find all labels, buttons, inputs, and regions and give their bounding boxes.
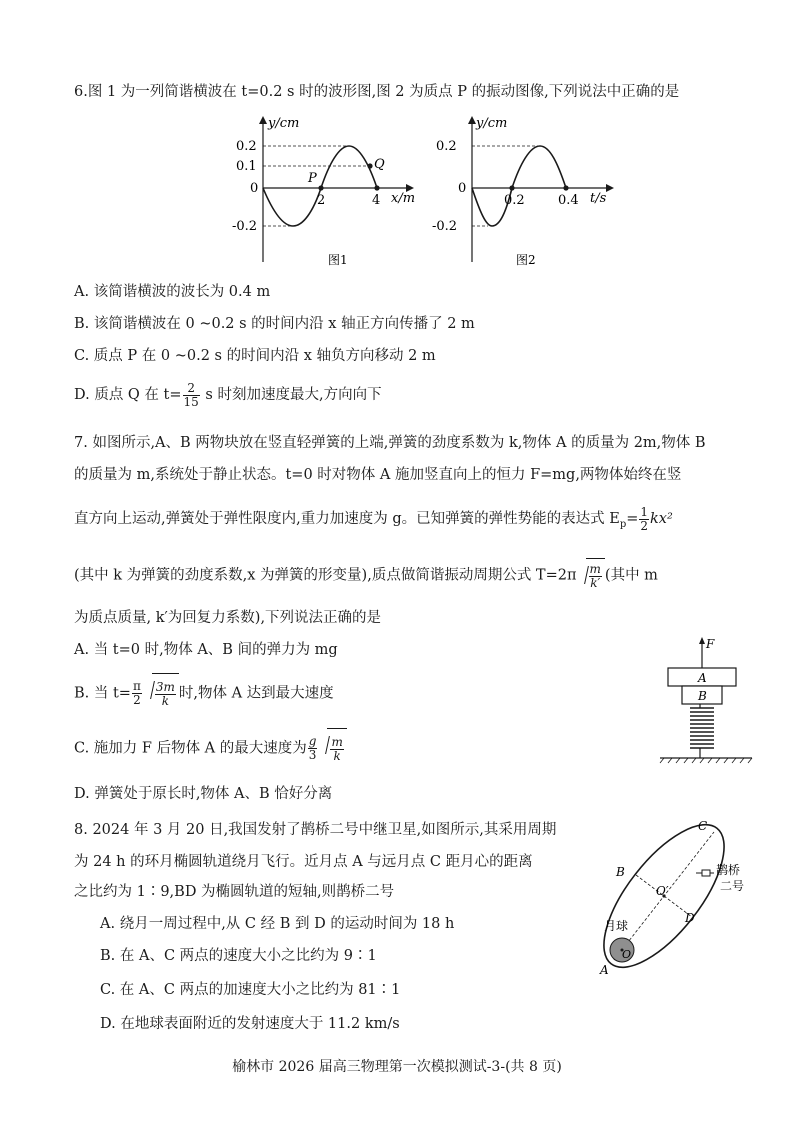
svg-text:0.2: 0.2 bbox=[236, 139, 257, 154]
q7-line-3: 直方向上运动,弹簧处于弹性限度内,重力加速度为 g。已知弹簧的弹性势能的表达式 $E_p=$ $\frac{1}{2}$ kx² bbox=[74, 504, 673, 533]
q8-line-3: 之比约为 1∶9,BD 为椭圆轨道的短轴,则鹊桥二号 bbox=[74, 884, 395, 900]
svg-text:2: 2 bbox=[317, 193, 326, 208]
point-p-dot bbox=[318, 185, 323, 190]
svg-text:4: 4 bbox=[372, 193, 381, 208]
vibration-curve bbox=[472, 146, 566, 226]
q8-option-a[interactable]: A. 绕月一周过程中,从 C 经 B 到 D 的运动时间为 18 h bbox=[100, 916, 455, 932]
q6-option-a[interactable]: A. 该简谐横波的波长为 0.4 m bbox=[74, 284, 271, 300]
svg-text:A: A bbox=[600, 963, 609, 977]
svg-text:O′: O′ bbox=[656, 884, 669, 898]
page-footer: 榆林市 2026 届高三物理第一次模拟测试-3-(共 8 页) bbox=[232, 1059, 562, 1075]
q6-figure-1 bbox=[232, 112, 426, 272]
q7-spring-figure bbox=[656, 634, 756, 764]
q6-option-d[interactable]: D. 质点 Q 在 t= $\frac{2}{15}$ s 时刻加速度最大,方向向下 bbox=[74, 380, 382, 409]
fig2-xlabel: t/s bbox=[590, 191, 607, 206]
svg-text:B: B bbox=[698, 689, 707, 703]
point-q-dot bbox=[367, 163, 372, 168]
svg-text:0: 0 bbox=[458, 181, 467, 196]
svg-text:B: B bbox=[616, 865, 625, 879]
q7-option-a[interactable]: A. 当 t=0 时,物体 A、B 间的弹力为 mg bbox=[74, 642, 338, 658]
label-q: Q bbox=[374, 157, 385, 172]
q6-stem: 6.图 1 为一列简谐横波在 t=0.2 s 时的波形图,图 2 为质点 P 的振动图像,下列说法中正确的是 bbox=[74, 84, 680, 100]
q8-orbit-figure bbox=[592, 812, 752, 980]
satellite-icon bbox=[696, 870, 714, 876]
q6-option-b[interactable]: B. 该简谐横波在 0 ~0.2 s 的时间内沿 x 轴正方向传播了 2 m bbox=[74, 316, 475, 332]
svg-text:鹊桥: 鹊桥 bbox=[716, 863, 741, 877]
svg-text:A: A bbox=[698, 671, 707, 685]
q8-line-1: 8. 2024 年 3 月 20 日,我国发射了鹊桥二号中继卫星,如图所示,其采用周期 bbox=[74, 822, 557, 838]
moon-label: 月球 bbox=[604, 919, 629, 933]
svg-text:0: 0 bbox=[250, 181, 259, 196]
svg-text:D: D bbox=[685, 911, 695, 925]
svg-text:-0.2: -0.2 bbox=[432, 219, 458, 234]
q8-option-c[interactable]: C. 在 A、C 两点的加速度大小之比约为 81∶1 bbox=[100, 982, 401, 998]
label-p: P bbox=[308, 171, 317, 186]
q7-option-d[interactable]: D. 弹簧处于原长时,物体 A、B 恰好分离 bbox=[74, 786, 333, 802]
q7-option-b[interactable]: B. 当 t= $\frac{\pi}{2}$ $\frac{3m}{k}$ 时,物体 A 达到最大速度 bbox=[74, 673, 334, 714]
svg-text:0.1: 0.1 bbox=[236, 159, 257, 174]
fig1-ylabel: y/cm bbox=[268, 116, 300, 131]
q6-option-c[interactable]: C. 质点 P 在 0 ~0.2 s 的时间内沿 x 轴负方向移动 2 m bbox=[74, 348, 436, 364]
q8-line-2: 为 24 h 的环月椭圆轨道绕月飞行。近月点 A 与远月点 C 距月心的距离 bbox=[74, 854, 533, 870]
q8-option-b[interactable]: B. 在 A、C 两点的速度大小之比约为 9∶1 bbox=[100, 948, 377, 964]
q6-figure-2 bbox=[424, 112, 614, 272]
svg-text:O: O bbox=[622, 948, 632, 961]
q7-line-2: 的质量为 m,系统处于静止状态。t=0 时对物体 A 施加竖直向上的恒力 F=mg,两物体始终在竖 bbox=[74, 467, 682, 483]
svg-text:F: F bbox=[706, 637, 715, 651]
fig1-caption: 图1 bbox=[328, 253, 348, 267]
q7-option-c[interactable]: C. 施加力 F 后物体 A 的最大速度为 $\frac{g}{3}$ $\frac{m}{k}$ bbox=[74, 728, 347, 769]
q7-line-5: 为质点质量, k′为回复力系数),下列说法正确的是 bbox=[74, 610, 382, 626]
fig2-caption: 图2 bbox=[516, 253, 536, 267]
svg-text:0.2: 0.2 bbox=[436, 139, 457, 154]
q8-option-d[interactable]: D. 在地球表面附近的发射速度大于 11.2 km/s bbox=[100, 1016, 400, 1032]
q7-line-1: 7. 如图所示,A、B 两物块放在竖直轻弹簧的上端,弹簧的劲度系数为 k,物体 A 的质量为 2m,物体 B bbox=[74, 435, 706, 451]
fig1-xlabel: x/m bbox=[391, 191, 416, 206]
svg-text:-0.2: -0.2 bbox=[232, 219, 258, 234]
svg-text:0.2: 0.2 bbox=[504, 193, 525, 208]
svg-text:0.4: 0.4 bbox=[558, 193, 579, 208]
fig2-ylabel: y/cm bbox=[476, 116, 508, 131]
q7-line-4: (其中 k 为弹簧的劲度系数,x 为弹簧的形变量),质点做简谐振动周期公式 T=2π $\frac{m}{k'}$ (其中 m bbox=[74, 558, 658, 593]
svg-text:C: C bbox=[698, 819, 708, 833]
spring bbox=[690, 708, 714, 748]
svg-text:二号: 二号 bbox=[720, 879, 745, 893]
